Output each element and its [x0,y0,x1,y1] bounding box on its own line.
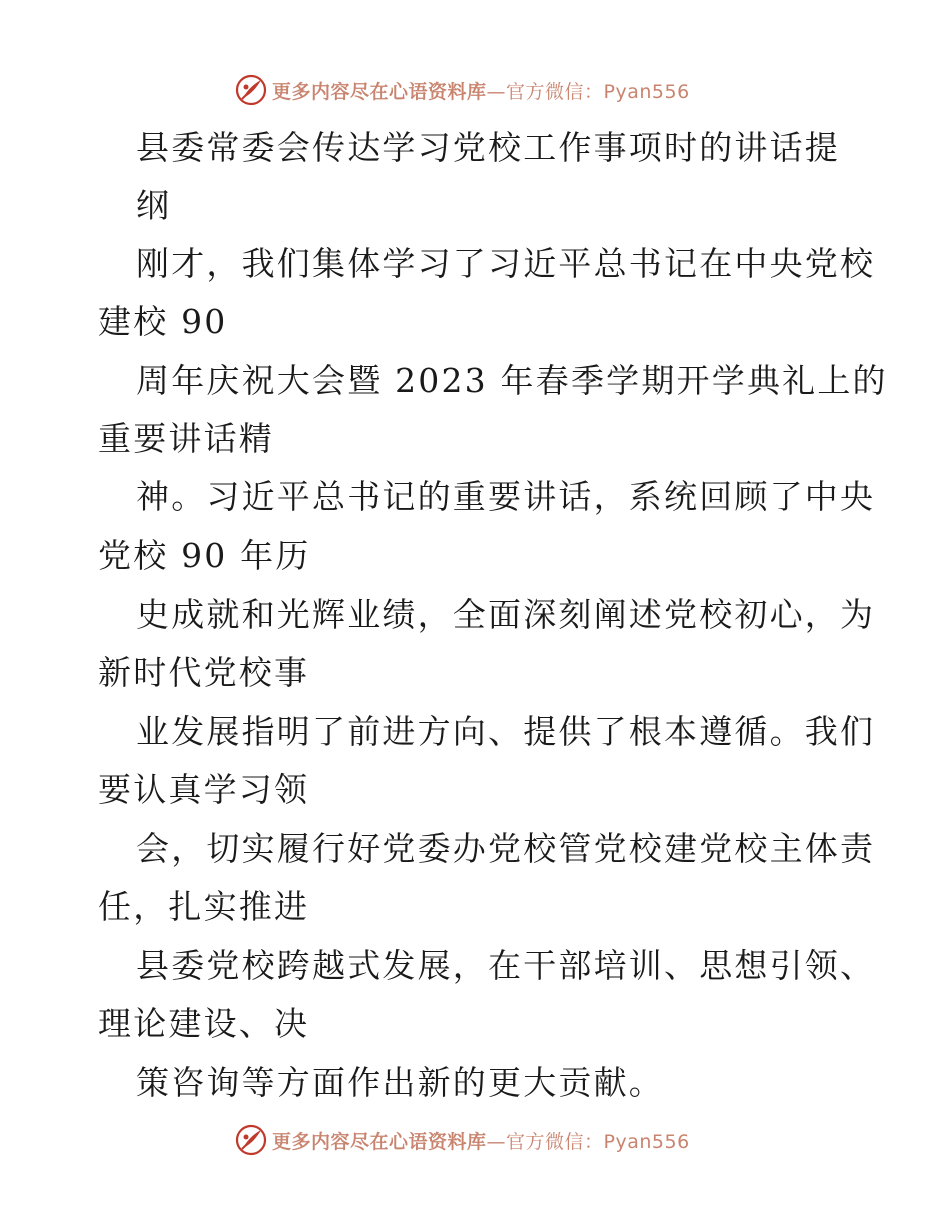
doc-line: 要认真学习领 [98,770,310,809]
doc-line: 史成就和光辉业绩，全面深刻阐述党校初心，为 [136,595,876,634]
watermark-dash: — [486,80,507,103]
watermark-id: Pyan556 [603,1130,690,1153]
doc-line: 周年庆祝大会暨 2023 年春季学期开学典礼上的 [136,361,888,400]
watermark-text [272,1127,690,1154]
footer-watermark [234,1123,690,1157]
doc-line: 党校 90 年历 [98,536,311,575]
watermark-id: Pyan556 [603,80,690,103]
watermark-brand: 更多内容尽在心语资料库 [272,80,487,103]
doc-line-title-2: 纲 [136,186,172,225]
doc-line: 刚才，我们集体学习了习近平总书记在中央党校 [136,244,876,283]
doc-line: 业发展指明了前进方向、提供了根本遵循。我们 [136,712,876,751]
doc-line: 策咨询等方面作出新的更大贡献。 [136,1063,664,1102]
doc-line: 建校 90 [98,302,228,341]
doc-line: 任，扎实推进 [98,887,310,926]
doc-line: 县委党校跨越式发展，在干部培训、思想引领、 [136,946,876,985]
doc-line-title-1: 县委常委会传达学习党校工作事项时的讲话提 [136,128,840,167]
doc-line: 新时代党校事 [98,653,310,692]
watermark-label: 官方微信： [506,80,604,103]
doc-line: 神。习近平总书记的重要讲话，系统回顾了中央 [136,477,876,516]
watermark-dash: — [486,1130,507,1153]
doc-line: 理论建设、决 [98,1004,310,1043]
doc-line: 会，切实履行好党委办党校管党校建党校主体责 [136,829,876,868]
doc-line: 重要讲话精 [98,419,274,458]
watermark-brand: 更多内容尽在心语资料库 [272,1130,487,1153]
watermark-label: 官方微信： [506,1130,604,1153]
quill-logo-icon [234,1123,268,1157]
